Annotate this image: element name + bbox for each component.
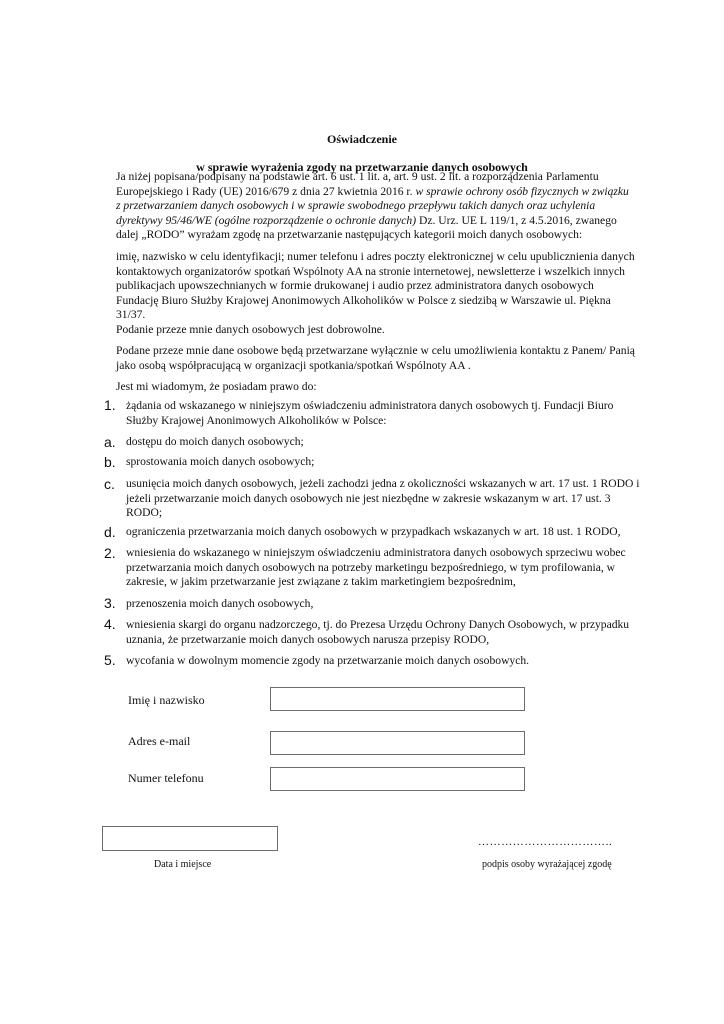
email-label: Adres e-mail [128, 734, 191, 748]
email-field[interactable] [270, 731, 525, 755]
data-categories-paragraph: imię, nazwisko w celu identyfikacji; numer telefonu i adres poczty elektronicznej w celu upublicznienia danych kontaktowych organizatorów spotkań Wspólnoty AA na stronie internetowej, newsletterze i wszelkich innych publikacjach upowszechnianych w formie drukowanej i audio przez administratora danych osobowych Fundację Biuro Służby Krajowej Anonimowych Alkoholików w Polsce z siedzibą w Warszawie ul. Piękna 31/37. [116, 250, 635, 321]
intro-text-italic: w sprawie ochrony osób fizycznych w związku z przetwarzaniem danych osobowych i w sprawie swobodnego przepływu takich danych oraz uchylenia dyrektywy 95/46/WE (ogólne rozporządzenie o ochronie danych) [116, 184, 629, 227]
rights-item-text: przenoszenia moich danych osobowych, [126, 597, 314, 610]
rights-item-text: ograniczenia przetwarzania moich danych osobowych w przypadkach wskazanych w art. 18 ust. 1 RODO, [126, 525, 621, 538]
rights-item-label: 4. [104, 616, 116, 632]
rights-item-text: wycofania w dowolnym momencie zgody na przetwarzanie moich danych osobowych. [126, 654, 530, 667]
intro-text-part1: Ja niżej popisana/podpisany na podstawie art. 6 ust. 1 lit. a, art. 9 ust. 2 lit. a rozporządzenia Parlamentu Europejskiego i Rady (UE) 2016/679 z dnia 27 kwietnia 2016 r. [116, 170, 599, 198]
document-subtitle: w sprawie wyrażenia zgody na przetwarzanie danych osobowych [196, 160, 528, 174]
rights-item-label: d. [104, 524, 116, 540]
phone-field[interactable] [270, 767, 525, 791]
name-label: Imię i nazwisko [128, 693, 205, 707]
rights-item-label: a. [104, 434, 116, 450]
rights-item-text: wniesienia skargi do organu nadzorczego, tj. do Prezesa Urzędu Ochrony Danych Osobowych, w przypadku uznania, że przetwarzanie moich danych osobowych narusza przepisy RODO, [126, 618, 630, 646]
intro-paragraph [116, 170, 636, 243]
rights-item-text: sprostowania moich danych osobowych; [126, 455, 315, 468]
voluntary-statement: Podanie przeze mnie danych osobowych jest dobrowolne. [116, 323, 385, 336]
rights-intro: Jest mi wiadomym, że posiadam prawo do: [116, 380, 317, 393]
rights-item-label: b. [104, 454, 116, 470]
name-field[interactable] [270, 687, 525, 711]
rights-item-text: usunięcia moich danych osobowych, jeżeli zachodzi jedna z okoliczności wskazanych w art. 17 ust. 1 RODO i jeżeli przetwarzanie moich danych osobowych nie jest niezbędne w zakresie wskazanym w art. 17 ust. 3 RODO; [126, 477, 640, 519]
date-place-caption: Data i miejsce [154, 859, 212, 870]
rights-item-label: 3. [104, 595, 116, 611]
rights-item-label: 1. [104, 397, 116, 413]
rights-item-text: wniesienia do wskazanego w niniejszym oświadczeniu administratora danych osobowych sprzeciwu wobec przetwarzania moich danych osobowych na potrzeby marketingu bezpośredniego, w tym profilowania, w zakresie, w jakim przetwarzanie jest związane z takim marketingiem bezpośrednim, [126, 546, 626, 588]
rights-item-text: dostępu do moich danych osobowych; [126, 435, 304, 448]
rights-item-label: c. [104, 476, 115, 492]
purpose-paragraph: Podane przeze mnie dane osobowe będą przetwarzane wyłącznie w celu umożliwienia kontaktu z Panem/ Panią jako osobą współpracującą w organizacji spotkania/spotkań Wspólnoty AA . [116, 344, 635, 372]
rights-item-label: 2. [104, 545, 116, 561]
document-title: Oświadczenie [327, 132, 397, 146]
rights-item-text: żądania od wskazanego w niniejszym oświadczeniu administratora danych osobowych tj. Fundacji Biuro Służby Krajowej Anonimowych Alkoholików w Polsce: [126, 399, 614, 427]
intro-text-part2: Dz. Urz. UE L 119/1, z 4.5.2016, zwanego dalej „RODO” wyrażam zgodę na przetwarzanie następujących kategorii moich danych osobowych: [116, 213, 617, 241]
phone-label: Numer telefonu [128, 771, 204, 785]
date-place-field[interactable] [102, 826, 278, 851]
signature-line: …………………………….. [478, 836, 613, 848]
signature-caption: podpis osoby wyrażającej zgodę [482, 859, 612, 870]
rights-item-label: 5. [104, 652, 116, 668]
